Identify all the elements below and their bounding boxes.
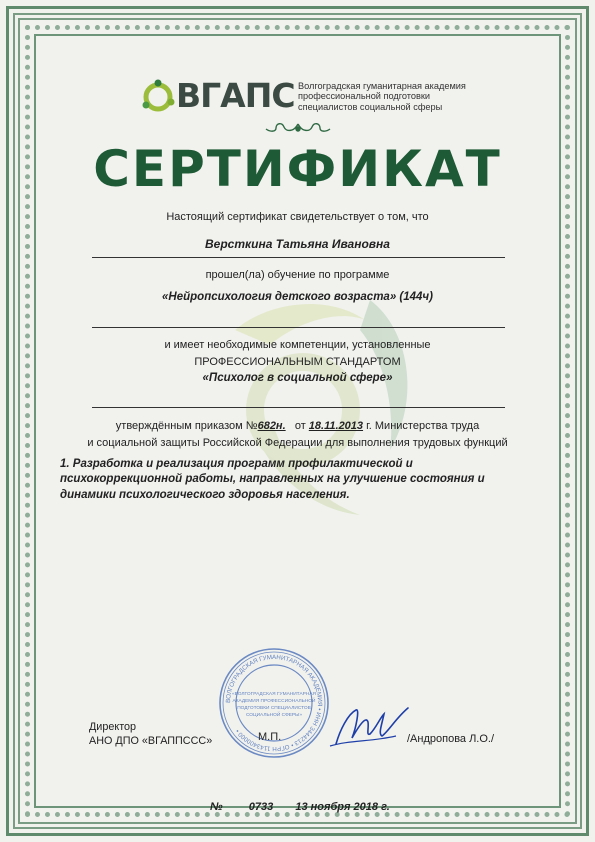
- vgaps-logo-icon: [139, 78, 177, 116]
- competence-text: и имеет необходимые компетенции, установленные: [164, 339, 431, 351]
- position-line: АНО ДПО «ВГАППССС»: [89, 735, 213, 747]
- completed-text: прошел(ла) обучение по программе: [205, 269, 390, 281]
- certificate-number: 0733: [248, 801, 274, 813]
- divider-line: [92, 407, 505, 408]
- program-title: «Нейропсихология детского возраста» (144ч): [162, 291, 433, 303]
- ministry-text: и социальной защиты Российской Федерации для выполнения трудовых функций: [87, 437, 508, 449]
- seal-place-mark: М.П.: [258, 731, 282, 743]
- order-line: [0, 420, 595, 432]
- intro-text: Настоящий сертификат свидетельствует о том, что: [166, 211, 429, 223]
- handwritten-signature: [326, 700, 410, 756]
- issue-date: 13 ноября 2018 г.: [295, 801, 390, 813]
- stamp-outer-text: ВОЛГОГРАДСКАЯ ГУМАНИТАРНАЯ АКАДЕМИЯ • ИНН 3444213 • ОГРН 1143400000 •: [224, 653, 324, 753]
- standard-name: «Психолог в социальной сфере»: [202, 372, 393, 384]
- org-line: Волгоградская гуманитарная академия: [298, 81, 466, 91]
- stamp-inner-line: АКАДЕМИЯ ПРОФЕССИОНАЛЬНОЙ: [232, 699, 316, 704]
- director-position: [89, 720, 212, 748]
- org-line: специалистов социальной сферы: [298, 101, 443, 112]
- organization-name: [298, 81, 488, 112]
- recipient-name: Версткина Татьяна Ивановна: [205, 237, 390, 251]
- divider-line: [92, 327, 505, 328]
- order-suffix: г. Министерства труда: [366, 420, 480, 432]
- labor-functions: 1. Разработка и реализация программ профилактической и психокоррекционной работы, направленных на улучшение состояния и динамики психологического здоровья населения.: [60, 458, 485, 501]
- director-name: /Андропова Л.О./: [407, 733, 495, 745]
- number-label: №: [210, 801, 223, 813]
- stamp-inner-line: «ВОЛГОГРАДСКАЯ ГУМАНИТАРНАЯ: [232, 692, 316, 697]
- standard-label: ПРОФЕССИОНАЛЬНЫМ СТАНДАРТОМ: [194, 356, 401, 368]
- stamp-inner-line: ПОДГОТОВКИ СПЕЦИАЛИСТОВ: [237, 706, 311, 711]
- divider-line: [92, 257, 505, 258]
- order-number: 682н.: [257, 420, 286, 432]
- logo-wordmark: ВГАПС: [176, 76, 295, 115]
- position-line: Директор: [89, 721, 137, 733]
- flourish-ornament-icon: [262, 120, 334, 136]
- order-from: от: [294, 420, 306, 432]
- order-date: 18.11.2013: [308, 420, 364, 432]
- stamp-inner-line: СОЦИАЛЬНОЙ СФЕРЫ»: [245, 713, 303, 718]
- org-line: профессиональной подготовки: [298, 91, 431, 102]
- certificate-footer: [210, 801, 390, 813]
- order-prefix: утверждённым приказом №: [115, 420, 258, 432]
- certificate-title: СЕРТИФИКАТ: [93, 140, 502, 198]
